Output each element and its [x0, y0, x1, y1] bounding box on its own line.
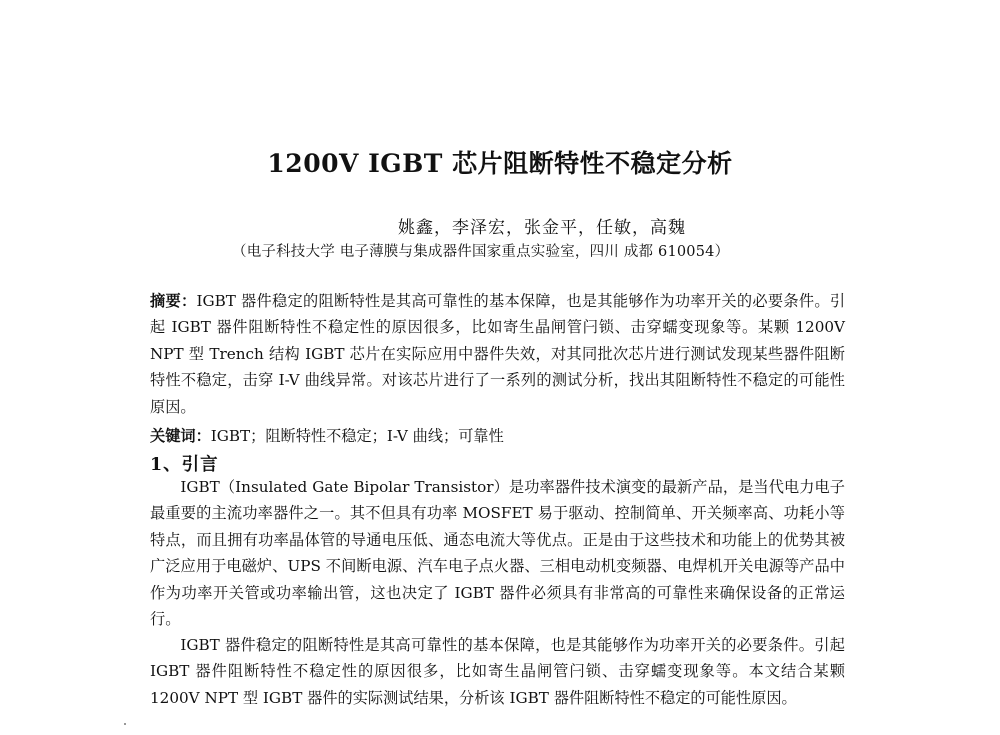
abstract	[150, 288, 845, 420]
affiliation: （电子科技大学 电子薄膜与集成器件国家重点实验室，四川 成都 610054）	[232, 244, 730, 260]
body-paragraph: IGBT 器件稳定的阻断特性是其高可靠性的基本保障，也是其能够作为功率开关的必要条件。引起 IGBT 器件阻断特性不稳定性的原因很多，比如寄生晶闸管闩锁、击穿蠕变现象等。本文结合某颗 1200V NPT 型 IGBT 器件的实际测试结果，分析该 IGBT 器件阻断特性不稳定的可能性原因。	[150, 636, 845, 707]
keywords	[150, 424, 845, 448]
scan-speck	[124, 723, 126, 725]
body-paragraph: IGBT（Insulated Gate Bipolar Transistor）是功率器件技术演变的最新产品，是当代电力电子最重要的主流功率器件之一。其不但具有功率 MOSFET 易于驱动、控制简单、开关频率高、功耗小等特点，而且拥有功率晶体管的导通电压低、通态电流大等优点。正是由于这些技术和功能上的优势其被广泛应用于电磁炉、UPS 不间断电源、汽车电子点火器、三相电动机变频器、电焊机开关电源等产品中作为功率开关管或功率输出管，这也决定了 IGBT 器件必须具有非常高的可靠性来确保设备的正常运行。	[150, 478, 845, 629]
keywords-text: IGBT；阻断特性不稳定；I-V 曲线；可靠性	[210, 427, 504, 445]
section-heading: 1、引言	[150, 455, 219, 475]
paper-title: 1200V IGBT 芯片阻断特性不稳定分析	[267, 149, 733, 178]
author-list: 姚鑫，李泽宏，张金平，任敏，高魏	[398, 218, 686, 238]
abstract-text: IGBT 器件稳定的阻断特性是其高可靠性的基本保障，也是其能够作为功率开关的必要条件。引起 IGBT 器件阻断特性不稳定性的原因很多，比如寄生晶闸管闩锁、击穿蠕变现象等。某颗 1200V NPT 型 Trench 结构 IGBT 芯片在实际应用中器件失效，对其同批次芯片进行测试发现某些器件阻断特性不稳定，击穿 I-V 曲线异常。对该芯片进行了一系列的测试分析，找出其阻断特性不稳定的可能性原因。	[150, 292, 846, 416]
keywords-label: 关键词：	[150, 427, 211, 445]
abstract-label: 摘要：	[150, 292, 197, 310]
